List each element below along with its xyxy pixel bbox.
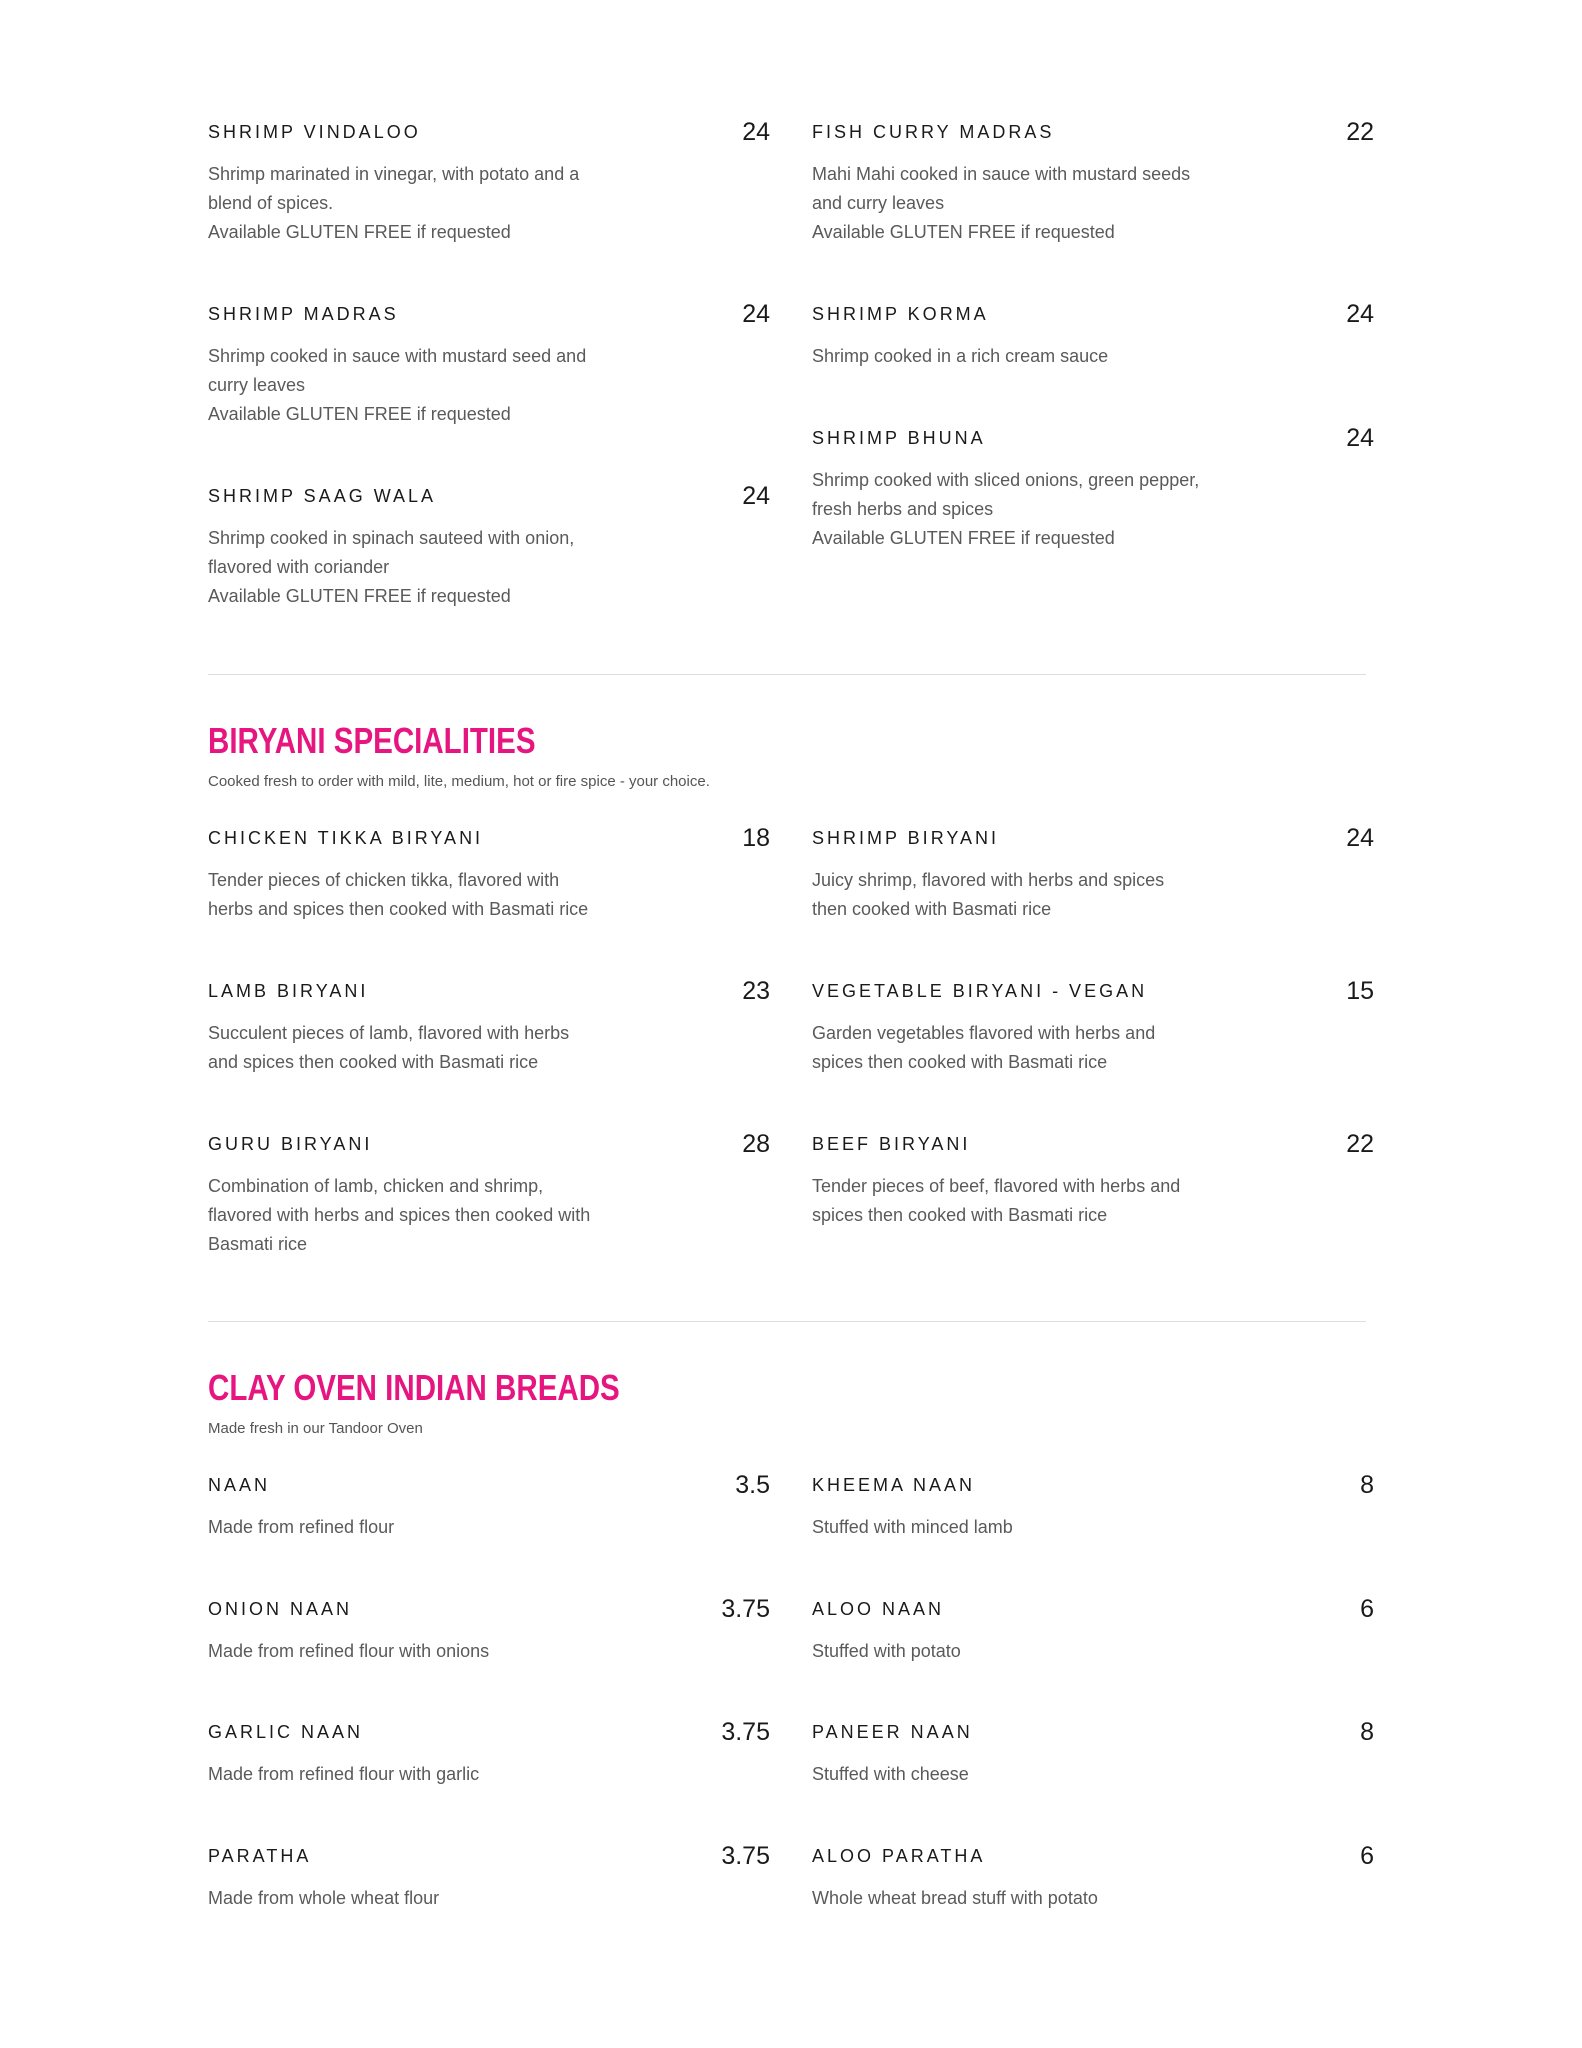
item-price: 18 [742, 824, 770, 852]
section-subtitle: Made fresh in our Tandoor Oven [208, 1420, 423, 1437]
item-description: Shrimp cooked with sliced onions, green pepper, fresh herbs and spices Available GLUTEN FREE if requested [812, 470, 1200, 548]
item-price: 24 [742, 300, 770, 328]
item-price: 24 [742, 118, 770, 146]
item-description: Made from whole wheat flour [208, 1888, 440, 1908]
item-description: Tender pieces of beef, flavored with herbs and spices then cooked with Basmati rice [812, 1176, 1181, 1225]
item-price: 24 [1346, 300, 1374, 328]
section-title: BIRYANI SPECIALITIES [208, 720, 536, 761]
section-divider [208, 1321, 1366, 1322]
item-price: 28 [742, 1130, 770, 1158]
item-price: 24 [1346, 824, 1374, 852]
item-price: 3.75 [721, 1595, 770, 1623]
item-price: 8 [1360, 1718, 1374, 1746]
item-name: PANEER NAAN [812, 1722, 973, 1742]
item-price: 3.5 [735, 1471, 770, 1499]
item-description: Shrimp cooked in a rich cream sauce [812, 346, 1109, 366]
item-price: 8 [1360, 1471, 1374, 1499]
item-name: ONION NAAN [208, 1599, 353, 1619]
item-description: Shrimp cooked in spinach sauteed with onion, flavored with coriander Available GLUTEN FREE if requested [208, 528, 575, 606]
item-description: Stuffed with minced lamb [812, 1517, 1013, 1537]
item-name: SHRIMP SAAG WALA [208, 486, 437, 506]
item-price: 22 [1346, 1130, 1374, 1158]
item-description: Whole wheat bread stuff with potato [812, 1888, 1098, 1908]
item-description: Made from refined flour with garlic [208, 1764, 480, 1784]
item-price: 15 [1346, 977, 1374, 1005]
item-price: 22 [1346, 118, 1374, 146]
item-price: 3.75 [721, 1842, 770, 1870]
item-description: Mahi Mahi cooked in sauce with mustard seeds and curry leaves Available GLUTEN FREE if requested [812, 164, 1191, 242]
item-description: Shrimp cooked in sauce with mustard seed and curry leaves Available GLUTEN FREE if requested [208, 346, 587, 424]
item-name: BEEF BIRYANI [812, 1134, 971, 1154]
item-name: ALOO PARATHA [812, 1846, 986, 1866]
section-title: CLAY OVEN INDIAN BREADS [208, 1367, 620, 1408]
item-description: Stuffed with potato [812, 1641, 961, 1661]
item-description: Stuffed with cheese [812, 1764, 969, 1784]
section-divider [208, 674, 1366, 675]
item-description: Shrimp marinated in vinegar, with potato and a blend of spices. Available GLUTEN FREE if requested [208, 164, 580, 242]
item-name: FISH CURRY MADRAS [812, 122, 1055, 142]
item-description: Juicy shrimp, flavored with herbs and spices then cooked with Basmati rice [812, 870, 1165, 919]
item-name: SHRIMP BHUNA [812, 428, 986, 448]
section-subtitle: Cooked fresh to order with mild, lite, medium, hot or fire spice - your choice. [208, 773, 710, 790]
item-name: LAMB BIRYANI [208, 981, 369, 1001]
item-name: CHICKEN TIKKA BIRYANI [208, 828, 484, 848]
item-name: NAAN [208, 1475, 271, 1495]
item-name: KHEEMA NAAN [812, 1475, 976, 1495]
item-description: Succulent pieces of lamb, flavored with herbs and spices then cooked with Basmati rice [208, 1023, 570, 1072]
item-name: SHRIMP MADRAS [208, 304, 399, 324]
item-name: VEGETABLE BIRYANI - VEGAN [812, 981, 1148, 1001]
item-price: 24 [742, 482, 770, 510]
item-price: 6 [1360, 1842, 1374, 1870]
item-name: ALOO NAAN [812, 1599, 945, 1619]
item-name: PARATHA [208, 1846, 312, 1866]
item-name: SHRIMP KORMA [812, 304, 989, 324]
item-name: SHRIMP BIRYANI [812, 828, 1000, 848]
item-price: 23 [742, 977, 770, 1005]
item-description: Tender pieces of chicken tikka, flavored with herbs and spices then cooked with Basmati rice [208, 870, 589, 919]
item-description: Combination of lamb, chicken and shrimp, flavored with herbs and spices then cooked with Basmati rice [208, 1176, 591, 1254]
item-description: Made from refined flour [208, 1517, 395, 1537]
item-name: GARLIC NAAN [208, 1722, 364, 1742]
item-price: 24 [1346, 424, 1374, 452]
item-description: Made from refined flour with onions [208, 1641, 490, 1661]
item-description: Garden vegetables flavored with herbs and spices then cooked with Basmati rice [812, 1023, 1156, 1072]
item-price: 6 [1360, 1595, 1374, 1623]
item-name: GURU BIRYANI [208, 1134, 373, 1154]
item-name: SHRIMP VINDALOO [208, 122, 421, 142]
item-price: 3.75 [721, 1718, 770, 1746]
